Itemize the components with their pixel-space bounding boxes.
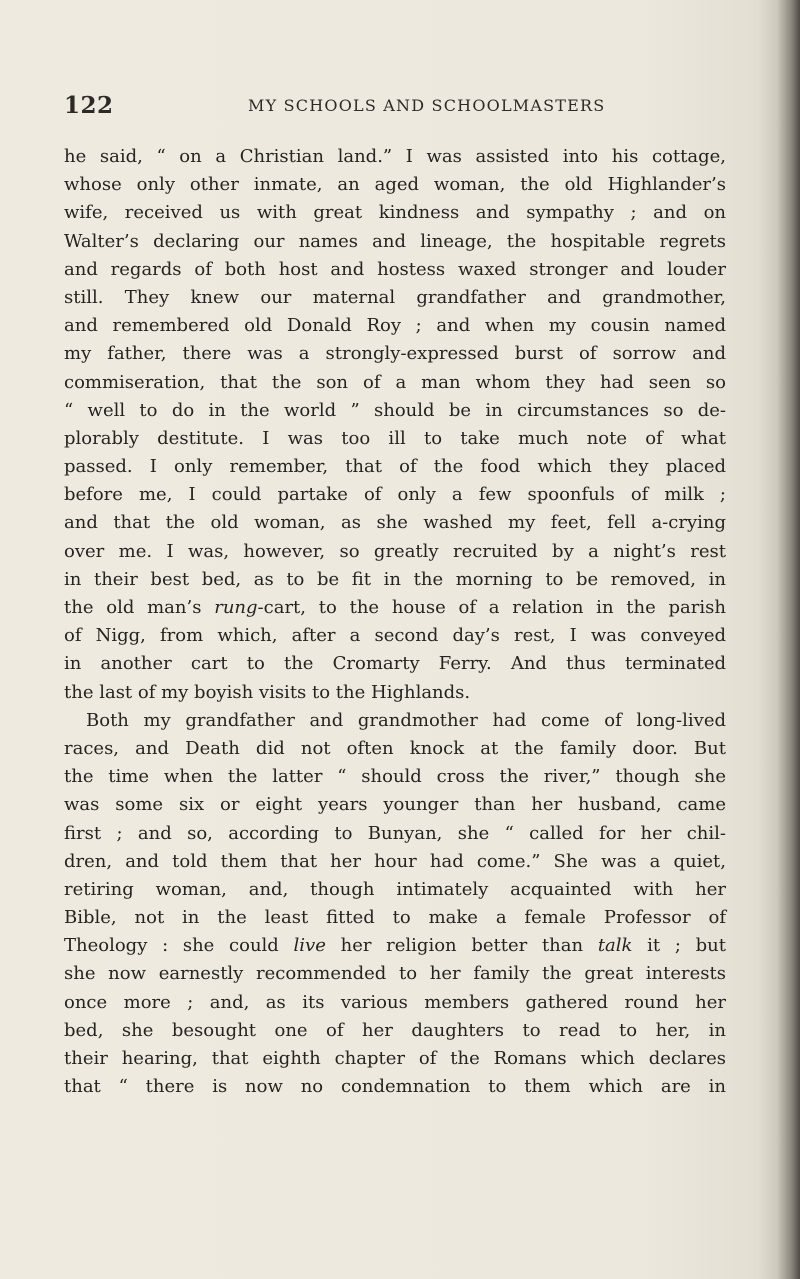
text-line: before me, I could partake of only a few spoonfuls of milk ; [64, 484, 726, 506]
text-line: over me. I was, however, so greatly recruited by a night’s rest [64, 540, 726, 562]
text-run: it ; but [632, 935, 726, 957]
text-line: the time when the latter “ should cross the river,” though she [64, 766, 726, 788]
running-head: MY SCHOOLS AND SCHOOLMASTERS [248, 96, 606, 115]
text-line: still. They knew our maternal grandfather and grandmother, [64, 286, 726, 308]
text-run: the old man’s [64, 597, 215, 618]
body-text [64, 143, 726, 1101]
text-line: dren, and told them that her hour had come.” She was a quiet, [64, 850, 726, 872]
page-number: 122 [64, 92, 114, 119]
italic-word: rung [214, 597, 258, 618]
text-line: in their best bed, as to be fit in the morning to be removed, in [64, 568, 726, 590]
text-line: their hearing, that eighth chapter of the Romans which declares [64, 1048, 726, 1069]
text-line: and remembered old Donald Roy ; and when my cousin named [64, 315, 726, 337]
text-line: plorably destitute. I was too ill to take much note of what [64, 427, 726, 449]
text-line: bed, she besought one of her daughters to read to her, in [64, 1019, 726, 1041]
text-line: that “ there is now no condemnation to them which are in [64, 1076, 726, 1098]
text-line: wife, received us with great kindness and sympathy ; and on [64, 202, 726, 224]
text-line: Walter’s declaring our names and lineage, the hospitable regrets [64, 230, 726, 252]
text-line: “ well to do in the world ” should be in circumstances so de- [64, 399, 726, 421]
text-line: passed. I only remember, that of the food which they placed [64, 456, 726, 478]
text-line: races, and Death did not often knock at the family door. But [64, 737, 726, 759]
text-run: Theology : she could [64, 935, 294, 957]
text-line: Bible, not in the least fitted to make a female Professor of [64, 907, 726, 929]
text-line: of Nigg, from which, after a second day’s rest, I was conveyed [64, 625, 726, 647]
text-line: first ; and so, according to Bunyan, she “ called for her chil- [64, 822, 726, 844]
text-line: and that the old woman, as she washed my feet, fell a-crying [64, 512, 726, 534]
page-gutter-shadow [758, 0, 800, 1279]
text-line: my father, there was a strongly-expressed burst of sorrow and [64, 343, 726, 365]
text-line: was some six or eight years younger than her husband, came [64, 794, 726, 816]
text-line [64, 932, 726, 960]
text-run: -cart, to the house of a relation in the parish [257, 597, 726, 618]
paragraph-start-line: Both my grandfather and grandmother had come of long-lived [86, 709, 726, 731]
text-line: and regards of both host and hostess waxed stronger and louder [64, 258, 726, 280]
text-line [64, 594, 726, 622]
italic-word: live [293, 935, 326, 957]
text-line: whose only other inmate, an aged woman, the old Highlander’s [64, 174, 726, 196]
text-line: commiseration, that the son of a man whom they had seen so [64, 371, 726, 393]
text-line: he said, “ on a Christian land.” I was assisted into his cottage, [64, 146, 726, 167]
italic-word: talk [597, 935, 633, 957]
text-line: she now earnestly recommended to her family the great interests [64, 963, 726, 985]
text-line: in another cart to the Cromarty Ferry. And thus terminated [64, 653, 726, 675]
text-line: once more ; and, as its various members gathered round her [64, 991, 726, 1013]
text-run: her religion better than [325, 935, 598, 957]
paragraph-end-line: the last of my boyish visits to the Highlands. [64, 681, 471, 703]
text-line: retiring woman, and, though intimately acquainted with her [64, 878, 726, 900]
